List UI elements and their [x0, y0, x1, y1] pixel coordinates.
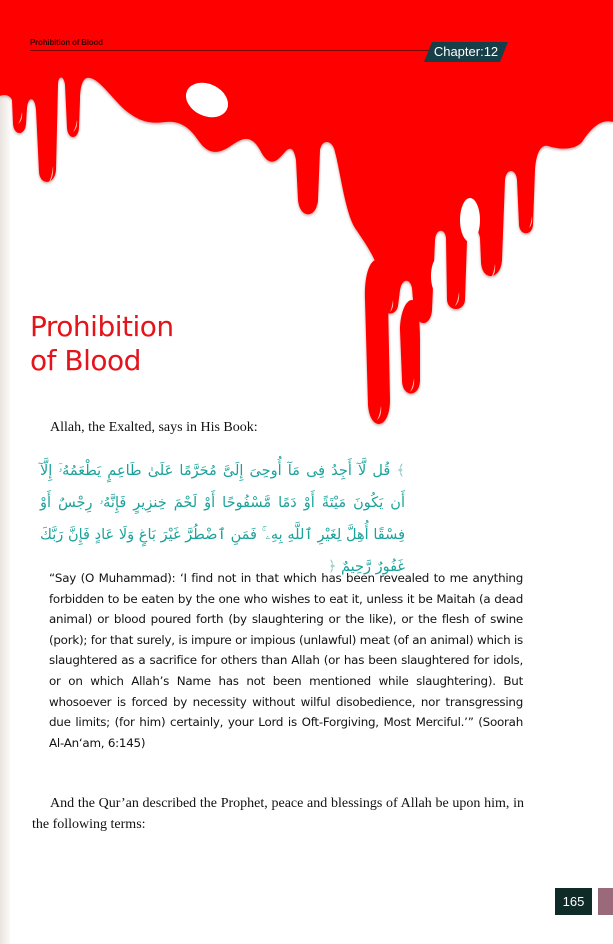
verse-open-ornament-icon: ﴾ — [396, 463, 406, 479]
verse-translation: “Say (O Muhammad): ‘I find not in that which has been revealed to me anything forbidden to be eaten by the one who wishes to eat it, unless it be Maitah (a dead animal) or blood poured forth (by slaughtering or the like), or the flesh of swine (pork); for that surely, is impure or impious (unlawful) meat (of an animal) which is slaughtered as a sacrifice for others than Allah (or has been slaughtered for idols, or on which Allah’s Name has not been mentioned while slaughtering). But whosoever is forced by necessity without wilful disobedience, nor transgressing due limits; (for him) certainly, your Lord is Oft-Forgiving, Most Merciful.’” (Soorah Al-An‘am, 6:145) — [49, 571, 523, 750]
dripping-blood-icon — [0, 0, 613, 450]
page-number: 165 — [555, 888, 592, 915]
title-line-1: Prohibition — [30, 310, 174, 343]
verse-close-ornament-icon: ﴿ — [327, 559, 337, 575]
body-paragraph: And the Qur’an described the Prophet, peace and blessings of Allah be upon him, in the following terms: — [32, 796, 524, 832]
title-line-2: of Blood — [30, 344, 141, 377]
page-title — [30, 310, 174, 378]
arabic-verse-text: قُل لَّآ أَجِدُ فِى مَآ أُوحِىَ إِلَىَّ مُحَرَّمًا عَلَىٰ طَاعِمٍ يَطْعَمُهُۥٓ إِلَّآ أَن يَكُونَ مَيْتَةً أَوْ دَمًا مَّسْفُوحًا أَوْ لَحْمَ خِنزِيرٍ فَإِنَّهُۥ رِجْسٌ أَوْ فِسْقًا أُهِلَّ لِغَيْرِ ٱللَّهِ بِهِۦ ۚ فَمَنِ ٱضْطُرَّ غَيْرَ بَاغٍ وَلَا عَادٍ فَإِنَّ رَبَّكَ غَفُورٌ رَّحِيمٌ — [40, 463, 405, 575]
running-head: Prohibition of Blood — [30, 38, 103, 47]
page-edge-marker — [598, 888, 613, 915]
arabic-verse — [40, 455, 405, 583]
chapter-label: Chapter:12 — [433, 44, 499, 59]
intro-text: Allah, the Exalted, says in His Book: — [50, 420, 258, 435]
header-rule — [30, 50, 430, 51]
chapter-tab — [424, 42, 508, 62]
